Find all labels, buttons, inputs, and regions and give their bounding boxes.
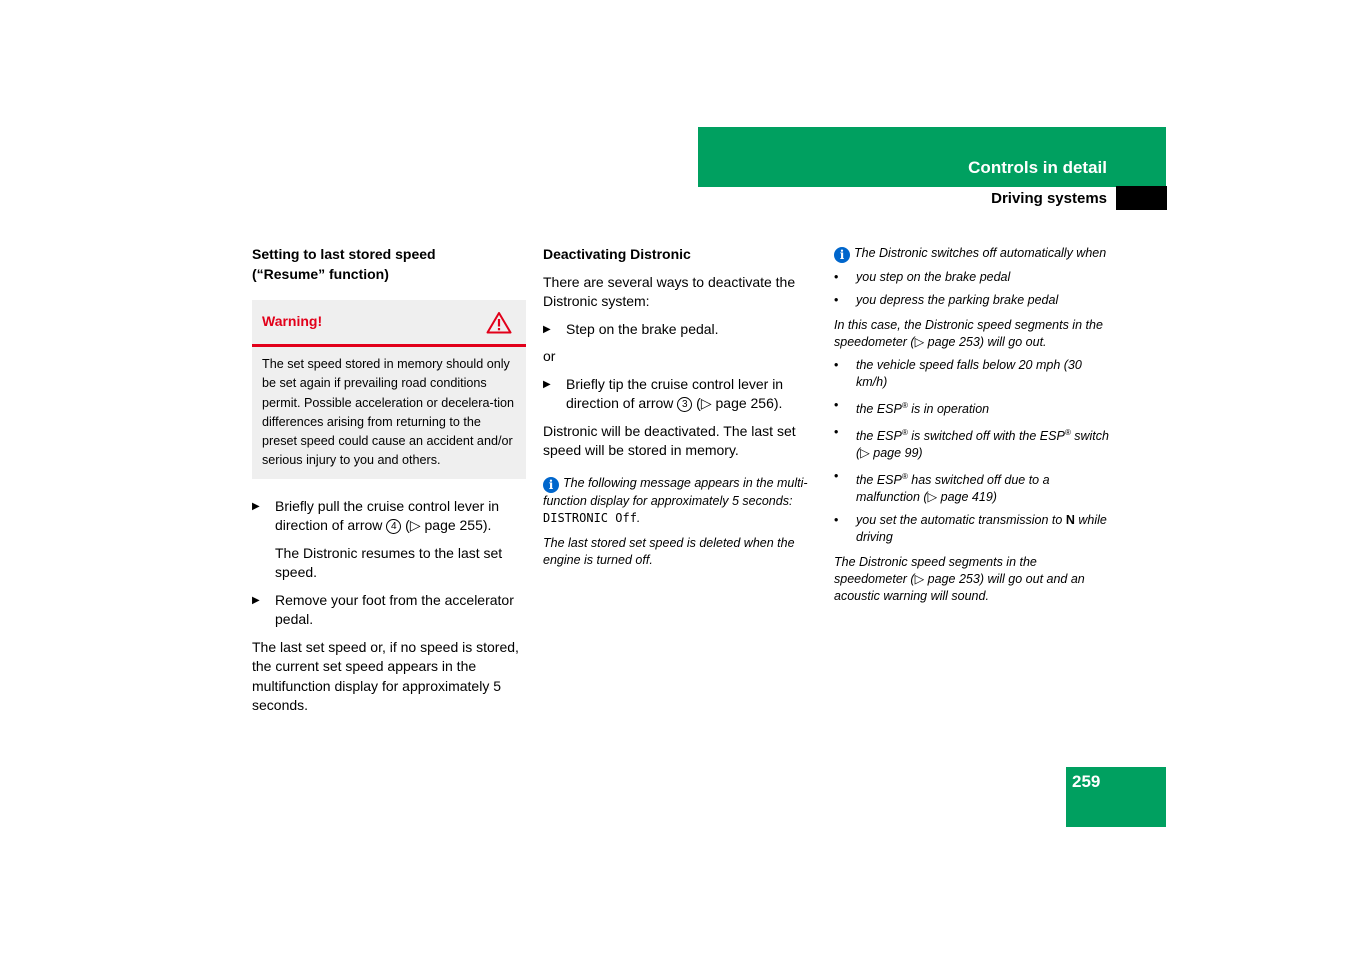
list-item: • the ESP® is switched off with the ESP® switch (▷ page 99): [834, 425, 1109, 461]
info-icon: i: [543, 477, 559, 493]
auto-off-end: The Distronic speed segments in the speedometer (▷ page 253) will go out and an acoustic warning will sound.: [834, 555, 1085, 604]
arrow-number-badge: 4: [386, 519, 401, 534]
step-arrow-icon: ▶: [252, 594, 260, 606]
info-icon: i: [834, 247, 850, 263]
bullet-icon: •: [834, 425, 839, 440]
list-item: • the ESP® is in operation: [834, 398, 990, 417]
column-resume: [252, 245, 526, 716]
warning-label: Warning!: [262, 313, 323, 330]
or-separator: or: [543, 348, 556, 364]
warning-header: [252, 300, 526, 347]
bullet-icon: •: [834, 398, 839, 412]
resume-step-1: ▶ Briefly pull the cruise control lever in direction of arrow 4 (▷ page 255).: [252, 497, 526, 536]
step-arrow-icon: ▶: [543, 323, 551, 335]
deactivate-intro: There are several ways to deactivate the Distronic system:: [543, 273, 796, 309]
deactivate-heading: Deactivating Distronic: [543, 246, 691, 262]
bullet-icon: •: [834, 293, 839, 307]
bullet-icon: •: [834, 270, 839, 284]
auto-off-mid: In this case, the Distronic speed segments in the speedometer (▷ page 253) will go out.: [834, 318, 1103, 349]
display-message: DISTRONIC Off: [543, 510, 637, 525]
step-arrow-icon: ▶: [252, 500, 260, 512]
arrow-number-badge: 3: [677, 397, 692, 412]
list-item: • the vehicle speed falls below 20 mph (30 km/h): [834, 358, 1082, 389]
bullet-icon: •: [834, 513, 839, 528]
resume-heading: Setting to last stored speed (“Resume” function): [252, 246, 436, 282]
deactivate-result: Distronic will be deactivated. The last set speed will be stored in memory.: [543, 422, 796, 458]
step-arrow-icon: ▶: [543, 378, 551, 390]
resume-step-2: ▶ Remove your foot from the accelerator pedal.: [252, 591, 526, 630]
warning-triangle-icon: [486, 311, 512, 334]
column-auto-off: [834, 245, 1109, 605]
list-item: • the ESP® has switched off due to a malfunction (▷ page 419): [834, 469, 1050, 505]
auto-off-intro: i The Distronic switches off automatically when: [834, 245, 1109, 263]
info-note-message: i The following message appears in the multi-function display for approximately 5 seconds: DISTRONIC Off.: [543, 475, 808, 525]
list-item: • you set the automatic transmission to N while driving: [834, 513, 1107, 545]
header-band: [698, 127, 1166, 187]
resume-paragraph: The last set speed or, if no speed is stored, the current set speed appears in the multifunction display for approximately 5 seconds.: [252, 638, 519, 714]
header-tab-marker: [1116, 186, 1167, 210]
list-item: • you step on the brake pedal: [834, 270, 1011, 284]
list-item: • you depress the parking brake pedal: [834, 293, 1059, 307]
page-number: 259: [1072, 772, 1101, 791]
deactivate-step-2: ▶ Briefly tip the cruise control lever in direction of arrow 3 (▷ page 256).: [543, 375, 818, 414]
warning-text: The set speed stored in memory should only be set again if prevailing road conditions permit. Possible acceleration or decelera-tion differences arising from returning to the preset speed could cause an accident and/or serious injury to you and others.: [262, 357, 514, 468]
info-note-deleted: The last stored set speed is deleted when the engine is turned off.: [543, 535, 795, 567]
warning-box: [252, 300, 526, 479]
column-deactivate: [543, 245, 818, 569]
resume-step-1-result: The Distronic resumes to the last set speed.: [275, 544, 503, 581]
bullet-icon: •: [834, 469, 839, 484]
deactivate-step-1: ▶ Step on the brake pedal.: [543, 320, 818, 340]
section-title: Controls in detail: [968, 158, 1107, 177]
section-subtitle: Driving systems: [991, 190, 1107, 207]
bullet-icon: •: [834, 358, 839, 372]
